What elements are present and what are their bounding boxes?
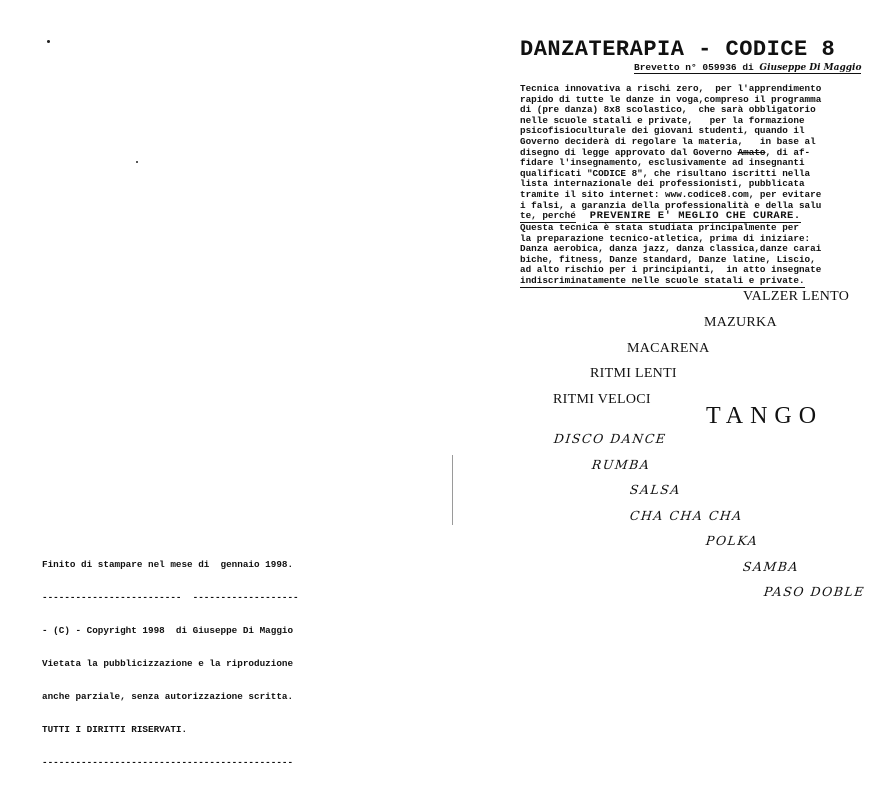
right-page [450,0,893,650]
patent-label: Brevetto n° 059936 di [634,62,760,73]
page-title: DANZATERAPIA - CODICE 8 [520,37,836,62]
paragraph-line: Danza aerobica, danza jazz, danza classica,danze carai [520,243,822,255]
study-paragraph [520,223,890,288]
print-speck [136,161,138,163]
dance-cha-cha-cha: CHA CHA CHA [629,508,744,523]
line-text: indiscriminatamente nelle scuole statali e private. [520,274,805,286]
paragraph-line: di (pre danza) 8x8 scolastico, che sarà obbligatorio [520,104,816,116]
paragraph-line: nelle scuole statali e private, per la formazione [520,114,805,126]
colophon-rule: ------------------------- ------------------- [42,592,299,603]
dance-polka: POLKA [705,533,760,548]
dance-rumba: RUMBA [591,457,652,472]
intro-paragraph [520,84,890,223]
line-text: , di af- [765,146,811,158]
line-text: disegno di legge approvato dal Governo [520,146,738,158]
line-text: te, perché [520,210,576,222]
paragraph-line: ad alto rischio per i principianti, in atto insegnate [520,264,822,276]
author-signature: Giuseppe Di Maggio [759,63,862,73]
paragraph-line: biche, fitness, Danze standard, Danze latine, Liscio, [520,253,816,265]
paragraph-line: tramite il sito internet: www.codice8.com, per evitare [520,188,822,200]
colophon-print-date: Finito di stampare nel mese di gennaio 1998. [42,559,294,570]
patent-line [634,62,861,74]
dance-mazurka: MAZURKA [704,315,777,330]
paragraph-line: i falsi, a garanzia della professionalità e della salu [520,199,822,211]
paragraph-line: rapido di tutte le danze in voga,compreso il programma [520,93,822,105]
dance-ritmi-lenti: RITMI LENTI [590,366,677,381]
colophon-rule: --------------------------------------------- [42,757,294,768]
paragraph-line [520,276,890,288]
paragraph-line: Tecnica innovativa a rischi zero, per l'apprendimento [520,83,822,94]
struck-word: Amato [737,146,766,158]
paragraph-line: la preparazione tecnico-atletica, prima di iniziare: [520,232,811,244]
colophon-copyright: - (C) - Copyright 1998 di Giuseppe Di Maggio [42,625,294,636]
paragraph-line: psicofisioculturale dei giovani studenti, quando il [520,125,805,137]
colophon [42,537,342,790]
paragraph-line: qualificati "CODICE 8", che risultano iscritti nella [520,167,811,179]
print-speck [47,40,50,43]
paragraph-line [520,211,890,223]
paragraph-line: fidare l'insegnamento, esclusivamente ad insegnanti [520,157,805,169]
dance-samba: SAMBA [742,559,800,574]
left-page [0,0,450,768]
dance-paso-doble: PASO DOBLE [763,584,866,599]
dance-tango: TANGO [706,403,824,429]
dance-ritmi-veloci: RITMI VELOCI [553,392,651,407]
colophon-authorization: anche parziale, senza autorizzazione scritta. [42,691,294,702]
paragraph-line: Governo deciderà di regolare la materia, in base al [520,135,816,147]
paragraph-line: lista internazionale dei professionisti, pubblicata [520,178,805,190]
dance-disco-dance: DISCO DANCE [553,431,668,446]
paragraph-line: Questa tecnica è stata studiata principalmente per [520,222,799,233]
dance-salsa: SALSA [629,482,682,497]
colophon-rights: TUTTI I DIRITTI RISERVATI. [42,724,188,735]
motto: PREVENIRE E' MEGLIO CHE CURARE. [589,210,801,223]
dance-macarena: MACARENA [627,341,710,356]
colophon-prohibition: Vietata la pubblicizzazione e la riproduzione [42,658,294,669]
dance-valzer-lento: VALZER LENTO [743,289,850,304]
